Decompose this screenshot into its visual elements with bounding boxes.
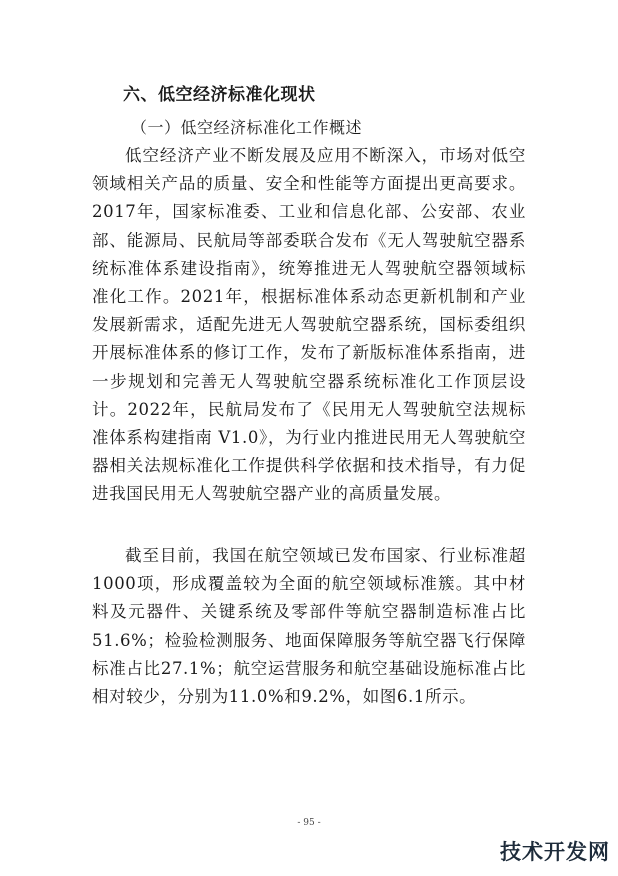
- body-paragraph-2: 截至目前，我国在航空领域已发布国家、行业标准超1000项，形成覆盖较为全面的航空领域标准簇。其中材料及元器件、关键系统及零部件等航空器制造标准占比51.6%；检验检测服务、地面保障服务等航空器飞行保障标准占比27.1%；航空运营服务和航空基础设施标准占比相对较少，分别为11.0%和9.2%，如图6.1所示。: [92, 546, 526, 707]
- body-paragraph-1: 低空经济产业不断发展及应用不断深入，市场对低空领域相关产品的质量、安全和性能等方面提出更高要求。2017年，国家标准委、工业和信息化部、公安部、农业部、能源局、民航局等部委联合发布《无人驾驶航空器系统标准体系建设指南》，统筹推进无人驾驶航空器领域标准化工作。2021年，根据标准体系动态更新机制和产业发展新需求，适配先进无人驾驶航空器系统，国标委组织开展标准体系的修订工作，发布了新版标准体系指南，进一步规划和完善无人驾驶航空器系统标准化工作顶层设计。2022年，民航局发布了《民用无人驾驶航空法规标准体系构建指南 V1.0》，为行业内推进民用无人驾驶航空器相关法规标准化工作提供科学依据和技术指导，有力促进我国民用无人驾驶航空器产业的高质量发展。: [92, 146, 526, 504]
- section-heading: 六、低空经济标准化现状: [123, 85, 316, 105]
- subsection-heading: （一）低空经济标准化工作概述: [131, 118, 363, 137]
- site-watermark: 技术开发网: [500, 840, 610, 864]
- page-number: - 95 -: [297, 818, 321, 828]
